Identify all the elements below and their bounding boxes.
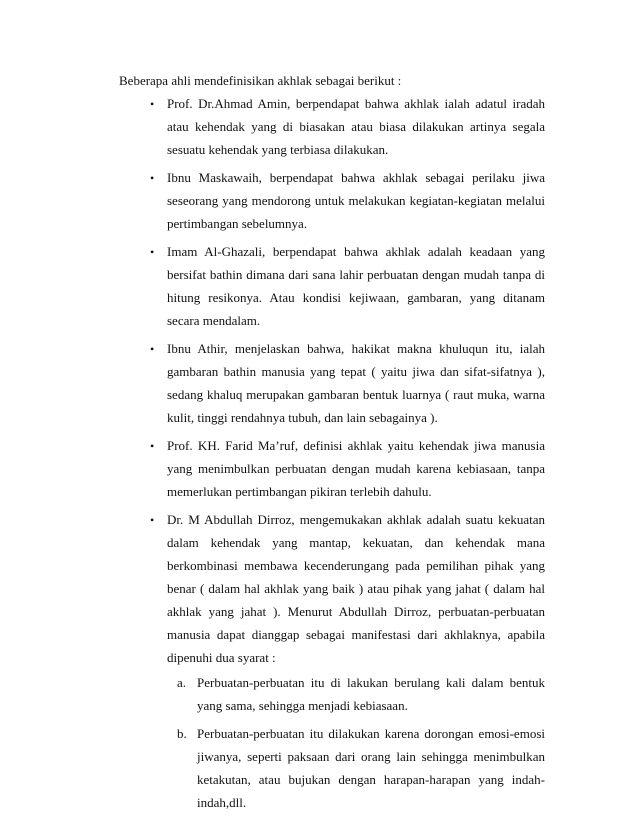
definition-item (150, 166, 545, 235)
condition-item (177, 671, 545, 717)
condition-marker: a. (177, 675, 187, 690)
definition-list (0, 92, 638, 819)
bullet-icon: • (150, 171, 155, 185)
definition-text: Imam Al-Ghazali, berpendapat bahwa akhlak adalah keadaan yang bersifat bathin dimana dari sana lahir perbuatan dengan mudah tanpa di hitung resikonya. Atau kondisi kejiwaan, gambaran, yang ditanam secara mendalam. (167, 244, 545, 328)
definition-text: Dr. M Abdullah Dirroz, mengemukakan akhlak adalah suatu kekuatan dalam kehendak yang mantap, kekuatan, dan kehendak mana berkombinasi membawa kecenderungang pada pemilihan pihak yang benar ( dalam hal akhlak yang baik ) atau pihak yang jahat ( dalam hal akhlak yang jahat ). Menurut Abdullah Dirroz, perbuatan-perbuatan manusia dapat dianggap sebagai manifestasi dari akhlaknya, apabila dipenuhi dua syarat : (167, 512, 545, 665)
bullet-icon: • (150, 342, 155, 356)
condition-text: Perbuatan-perbuatan itu dilakukan karena dorongan emosi-emosi jiwanya, seperti paksaan dari orang lain sehingga menimbulkan ketakutan, atau bujukan dengan harapan-harapan yang indah-indah,dll. (197, 726, 545, 810)
bullet-icon: • (150, 513, 155, 527)
definition-item (150, 508, 545, 814)
condition-text: Perbuatan-perbuatan itu di lakukan berulang kali dalam bentuk yang sama, sehingga menjadi kebiasaan. (197, 675, 545, 713)
definition-text: Ibnu Athir, menjelaskan bahwa, hakikat makna khuluqun itu, ialah gambaran bathin manusia yang tepat ( yaitu jiwa dan sifat-sifatnya ), sedang khaluq merupakan gambaran bentuk luarnya ( raut muka, warna kulit, tinggi rendahnya tubuh, dan lain sebagainya ). (167, 341, 545, 425)
bullet-icon: • (150, 439, 155, 453)
definition-item (150, 240, 545, 332)
definition-item (150, 337, 545, 429)
definition-item (150, 434, 545, 503)
definition-text: Prof. Dr.Ahmad Amin, berpendapat bahwa akhlak ialah adatul iradah atau kehendak yang di biasakan atau biasa dilakukan artinya segala sesuatu kehendak yang terbiasa dilakukan. (167, 96, 545, 157)
condition-marker: b. (177, 726, 187, 741)
bullet-icon: • (150, 245, 155, 259)
condition-item (177, 722, 545, 814)
definition-text: Prof. KH. Farid Ma’ruf, definisi akhlak yaitu kehendak jiwa manusia yang menimbulkan perbuatan dengan mudah karena kebiasaan, tanpa memerlukan pertimbangan pikiran terlebih dahulu. (167, 438, 545, 499)
intro-text: Beberapa ahli mendefinisikan akhlak sebagai berikut : (119, 73, 402, 88)
bullet-icon: • (150, 97, 155, 111)
condition-list (167, 671, 545, 814)
definition-text: Ibnu Maskawaih, berpendapat bahwa akhlak sebagai perilaku jiwa seseorang yang mendorong untuk melakukan kegiatan-kegiatan melalui pertimbangan sebelumnya. (167, 170, 545, 231)
definition-item (150, 92, 545, 161)
